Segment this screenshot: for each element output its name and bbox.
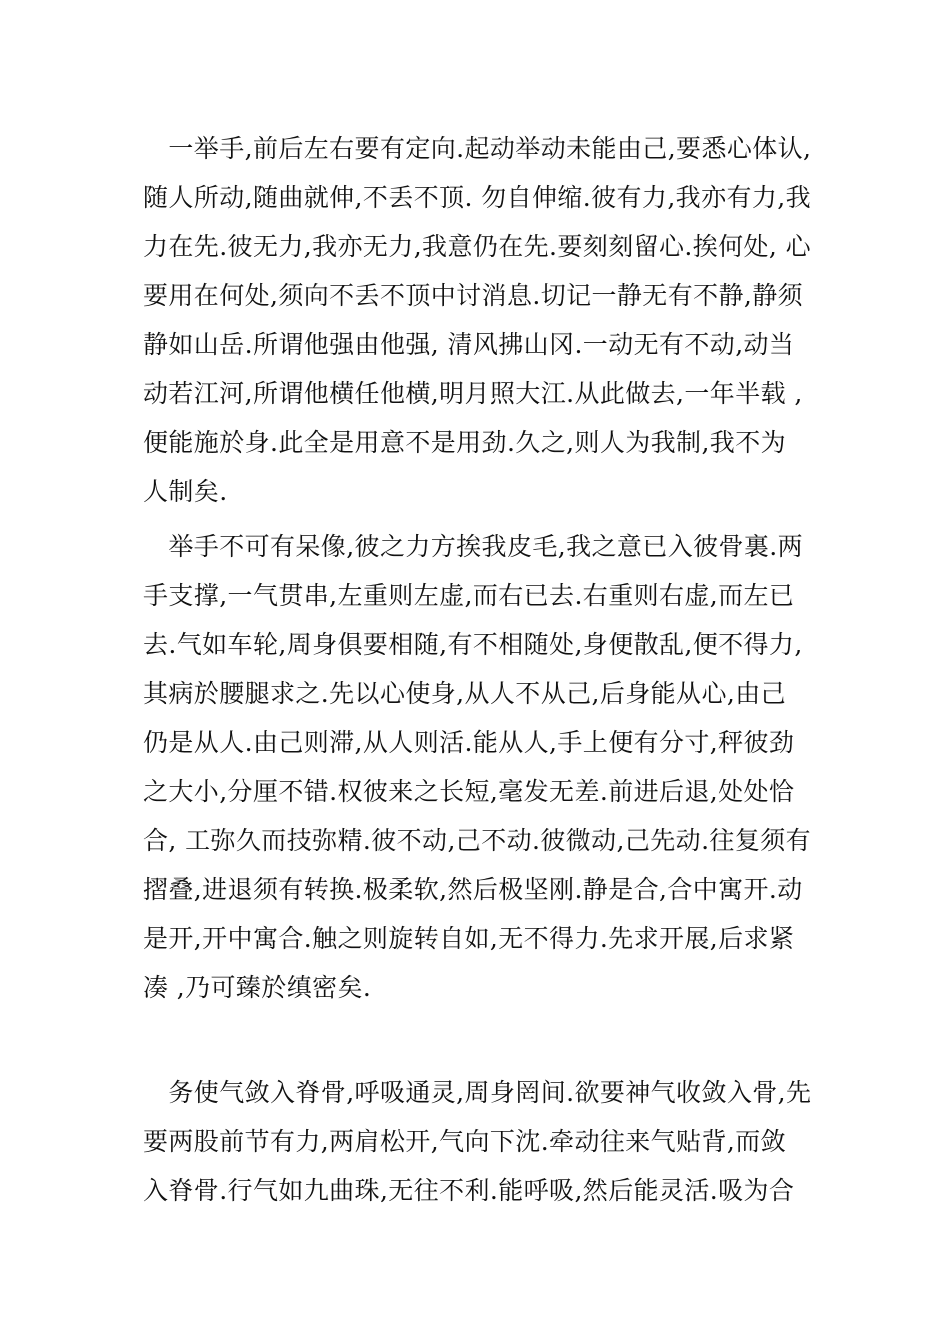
text-line: 手支撑,一气贯串,左重则左虚,而右已去.右重则右虚,而左已 <box>143 581 795 610</box>
text-line: 务使气敛入脊骨,呼吸通灵,周身罔间.欲要神气收敛入骨,先 <box>143 1078 812 1107</box>
text-line: 摺叠,进退须有转换.极柔软,然后极坚刚.静是合,合中寓开.动 <box>143 875 803 904</box>
text-line: 要用在何处,须向不丢不顶中讨消息.切记一静无有不静,静须 <box>143 281 804 310</box>
text-line: 之大小,分厘不错.权彼来之长短,毫发无差.前进后退,处处恰 <box>143 777 795 806</box>
text-line: 合, 工弥久而技弥精.彼不动,己不动.彼微动,己先动.往复须有 <box>143 826 812 855</box>
text-line: 静如山岳.所谓他强由他强, 清风拂山冈.一动无有不动,动当 <box>143 330 795 359</box>
paragraph-3 <box>143 1068 823 1215</box>
text-line: 去.气如车轮,周身俱要相随,有不相随处,身便散乱,便不得力, <box>143 630 803 659</box>
text-line: 动若江河,所谓他横任他横,明月照大江.从此做去,一年半载 , <box>143 379 803 408</box>
text-line: 是开,开中寓合.触之则旋转自如,无不得力.先求开展,后求紧 <box>143 924 795 953</box>
text-line: 随人所动,随曲就伸,不丢不顶. 勿自伸缩.彼有力,我亦有力,我 <box>143 183 812 212</box>
text-line: 要两股前节有力,两肩松开,气向下沈.牵动往来气贴背,而敛 <box>143 1127 786 1156</box>
text-line: 凑 ,乃可臻於缜密矣. <box>143 973 372 1002</box>
text-line: 力在先.彼无力,我亦无力,我意仍在先.要刻刻留心.挨何处, 心 <box>143 232 812 261</box>
text-line: 便能施於身.此全是用意不是用劲.久之,则人为我制,我不为 <box>143 428 786 457</box>
text-line: 入脊骨.行气如九曲珠,无往不利.能呼吸,然后能灵活.吸为合 <box>143 1176 795 1205</box>
text-line: 一举手,前后左右要有定向.起动举动未能由己,要悉心体认, <box>143 134 812 163</box>
paragraph-2 <box>143 522 823 1012</box>
paragraph-1 <box>143 124 823 516</box>
text-line: 其病於腰腿求之.先以心使身,从人不从己,后身能从心,由己 <box>143 679 786 708</box>
text-line: 举手不可有呆像,彼之力方挨我皮毛,我之意已入彼骨裏.两 <box>143 532 804 561</box>
text-line: 人制矣. <box>143 477 228 506</box>
text-line: 仍是从人.由己则滞,从人则活.能从人,手上便有分寸,秤彼劲 <box>143 728 795 757</box>
